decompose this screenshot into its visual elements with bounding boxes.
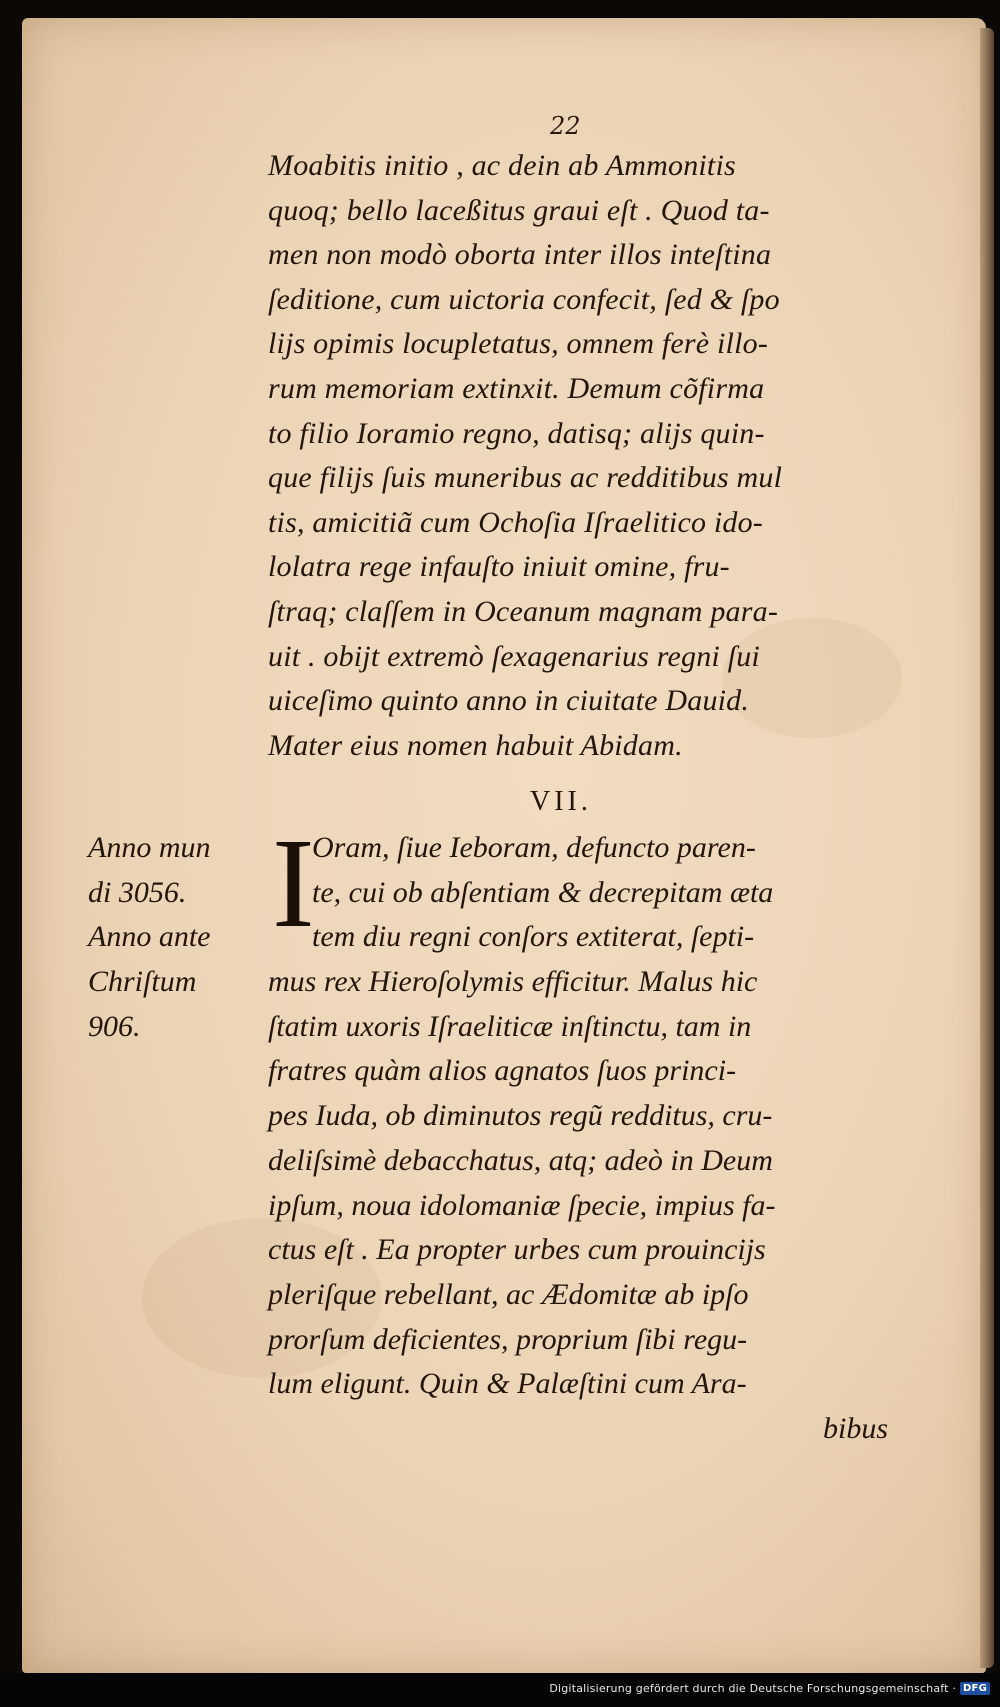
body-text xyxy=(268,144,888,768)
text-line: deliſsimè debacchatus, atq; adeò in Deum xyxy=(268,1143,773,1177)
text-line: mus rex Hieroſolymis efficitur. Malus hic xyxy=(268,965,758,999)
section-heading: VII. xyxy=(530,786,592,817)
text-line: ſtatim uxoris Iſraeliticæ inſtinctu, tam in xyxy=(268,1009,752,1043)
drop-cap: I xyxy=(272,812,315,954)
text-line: te, cui ob abſentiam & decrepitam æta xyxy=(312,875,774,909)
section-text xyxy=(268,812,888,1452)
text-line: prorſum deficientes, proprium ſibi regu- xyxy=(268,1322,748,1356)
margin-note-line: di 3056. xyxy=(88,875,187,909)
dfg-logo: DFG xyxy=(960,1682,990,1695)
margin-note-line: Anno ante xyxy=(88,920,211,954)
text-line: tem diu regni conſors extiterat, ſepti- xyxy=(312,920,755,954)
text-line: fratres quàm alios agnatos ſuos princi- xyxy=(268,1054,737,1088)
text-line: que filijs ſuis muneribus ac redditibus mul xyxy=(268,461,783,495)
margin-note-line: Anno mun xyxy=(88,831,211,864)
text-line: Moabitis initio , ac dein ab Ammonitis xyxy=(268,149,736,182)
text-line: Oram, ſiue Ieboram, defuncto paren- xyxy=(312,831,756,864)
text-line: to filio Ioramio regno, datisq; alijs quin- xyxy=(268,416,765,450)
margin-note xyxy=(88,826,258,1049)
text-line: ipſum, noua idolomaniæ ſpecie, impius fa- xyxy=(268,1188,776,1222)
text-line: uit . obijt extremò ſexagenarius regni ſui xyxy=(268,639,760,673)
footer-credit xyxy=(549,1682,990,1695)
text-line: ctus eſt . Ea propter urbes cum prouincijs xyxy=(268,1233,766,1267)
text-line: tis, amicitiã cum Ochoſia Iſraelitico ido- xyxy=(268,505,763,539)
text-line: men non modò oborta inter illos inteſtina xyxy=(268,238,772,272)
text-line: pes Iuda, ob diminutos regũ redditus, cru- xyxy=(268,1099,773,1133)
margin-note-line: Chriſtum xyxy=(88,965,197,999)
text-line: lijs opimis locupletatus, omnem ferè illo- xyxy=(268,327,769,361)
text-line: lolatra rege infauſto iniuit omine, fru- xyxy=(268,550,730,584)
text-line: Mater eius nomen habuit Abidam. xyxy=(268,728,683,762)
text-line: ſeditione, cum uictoria confecit, ſed & ſpo xyxy=(268,282,780,316)
text-line: uiceſimo quinto anno in ciuitate Dauid. xyxy=(268,684,750,718)
text-line: pleriſque rebellant, ac Ædomitæ ab ipſo xyxy=(268,1277,749,1311)
page-number: 22 xyxy=(550,112,581,140)
margin-note-line: 906. xyxy=(88,1009,141,1043)
text-line: rum memoriam extinxit. Demum cõfirma xyxy=(268,371,765,405)
page-edge xyxy=(980,28,994,1668)
footer-credit-text: Digitalisierung gefördert durch die Deutsche Forschungsgemeinschaft · xyxy=(549,1682,957,1695)
text-line: lum eligunt. Quin & Palæſtini cum Ara- xyxy=(268,1367,747,1401)
catchword: bibus xyxy=(822,1411,888,1445)
text-line: quoq; bello laceßitus graui eſt . Quod ta- xyxy=(268,193,770,227)
text-line: ſtraq; claſſem in Oceanum magnam para- xyxy=(268,594,779,628)
